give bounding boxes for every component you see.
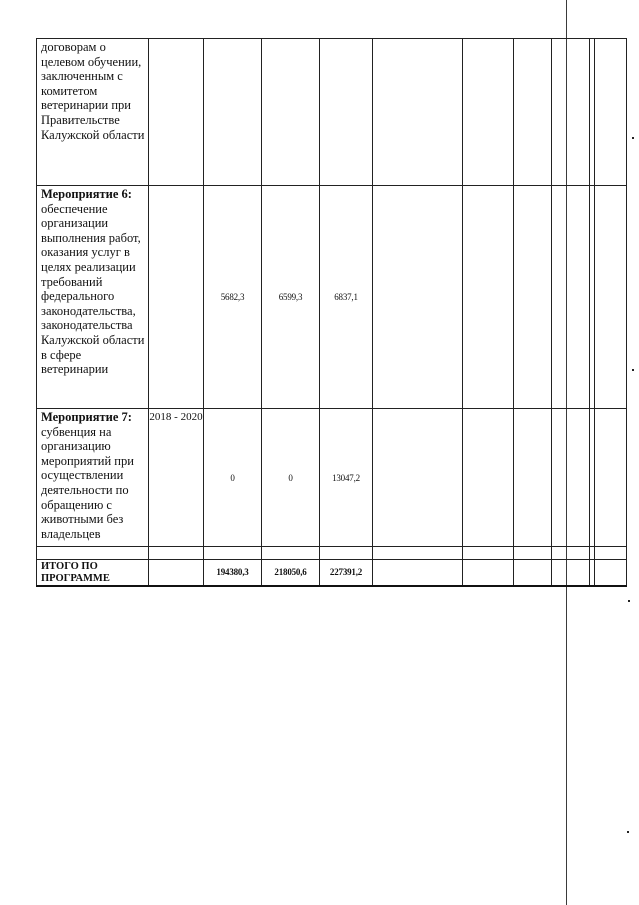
total-value-cell: 227391,2 bbox=[320, 560, 373, 586]
value-cell: 13047,2 bbox=[320, 409, 373, 547]
empty-cell bbox=[514, 39, 552, 186]
scan-speck bbox=[632, 369, 634, 371]
empty-cell bbox=[262, 547, 320, 560]
empty-cell bbox=[149, 560, 204, 586]
empty-cell bbox=[37, 547, 149, 560]
empty-cell bbox=[463, 560, 514, 586]
empty-cell bbox=[595, 186, 627, 409]
value-cell: 6837,1 bbox=[320, 186, 373, 409]
period-cell bbox=[149, 186, 204, 409]
empty-cell bbox=[552, 560, 590, 586]
table-row bbox=[37, 39, 627, 186]
empty-cell bbox=[463, 547, 514, 560]
empty-cell bbox=[373, 39, 463, 186]
empty-cell bbox=[320, 547, 373, 560]
activity-description-cell bbox=[37, 409, 149, 547]
period-cell bbox=[149, 39, 204, 186]
empty-cell bbox=[204, 547, 262, 560]
empty-cell bbox=[552, 547, 590, 560]
empty-cell bbox=[595, 409, 627, 547]
activity-title: Мероприятие 7: bbox=[41, 410, 132, 424]
empty-cell bbox=[514, 409, 552, 547]
value-cell bbox=[320, 39, 373, 186]
empty-cell bbox=[514, 560, 552, 586]
empty-cell bbox=[595, 547, 627, 560]
table-row bbox=[37, 186, 627, 409]
activity-text: обеспечение организации выполнения работ, оказания услуг в целях реализации требований федерального законодательства, законодательства Калужской области в сфере ветеринарии bbox=[41, 201, 145, 377]
total-row bbox=[37, 560, 627, 586]
activity-description-cell bbox=[37, 39, 149, 186]
scan-speck bbox=[627, 831, 629, 833]
empty-cell bbox=[552, 186, 590, 409]
program-funding-table bbox=[36, 38, 627, 587]
empty-cell bbox=[463, 39, 514, 186]
value-cell: 6599,3 bbox=[262, 186, 320, 409]
total-value-cell: 194380,3 bbox=[204, 560, 262, 586]
total-label: ИТОГО ПО ПРОГРАММЕ bbox=[37, 560, 149, 586]
empty-cell bbox=[595, 560, 627, 586]
empty-cell bbox=[595, 39, 627, 186]
activity-text: субвенция на организацию мероприятий при осуществлении деятельности по обращению с животными без владельцев bbox=[41, 424, 134, 541]
period-cell: 2018 - 2020 bbox=[149, 409, 204, 547]
table-row bbox=[37, 409, 627, 547]
value-cell: 0 bbox=[204, 409, 262, 547]
empty-cell bbox=[514, 186, 552, 409]
empty-cell bbox=[373, 186, 463, 409]
scan-speck bbox=[632, 137, 634, 139]
empty-cell bbox=[463, 186, 514, 409]
spacer-row bbox=[37, 547, 627, 560]
value-cell bbox=[204, 39, 262, 186]
empty-cell bbox=[552, 39, 590, 186]
total-value-cell: 218050,6 bbox=[262, 560, 320, 586]
value-cell bbox=[262, 39, 320, 186]
value-cell: 5682,3 bbox=[204, 186, 262, 409]
activity-description-cell bbox=[37, 186, 149, 409]
activity-text: договорам о целевом обучении, заключенным с комитетом ветеринарии при Правительстве Калужской области bbox=[41, 40, 145, 142]
empty-cell bbox=[149, 547, 204, 560]
value-cell: 0 bbox=[262, 409, 320, 547]
empty-cell bbox=[552, 409, 590, 547]
empty-cell bbox=[373, 560, 463, 586]
empty-cell bbox=[373, 409, 463, 547]
empty-cell bbox=[463, 409, 514, 547]
activity-title: Мероприятие 6: bbox=[41, 187, 132, 201]
empty-cell bbox=[514, 547, 552, 560]
empty-cell bbox=[373, 547, 463, 560]
scan-speck bbox=[628, 600, 630, 602]
